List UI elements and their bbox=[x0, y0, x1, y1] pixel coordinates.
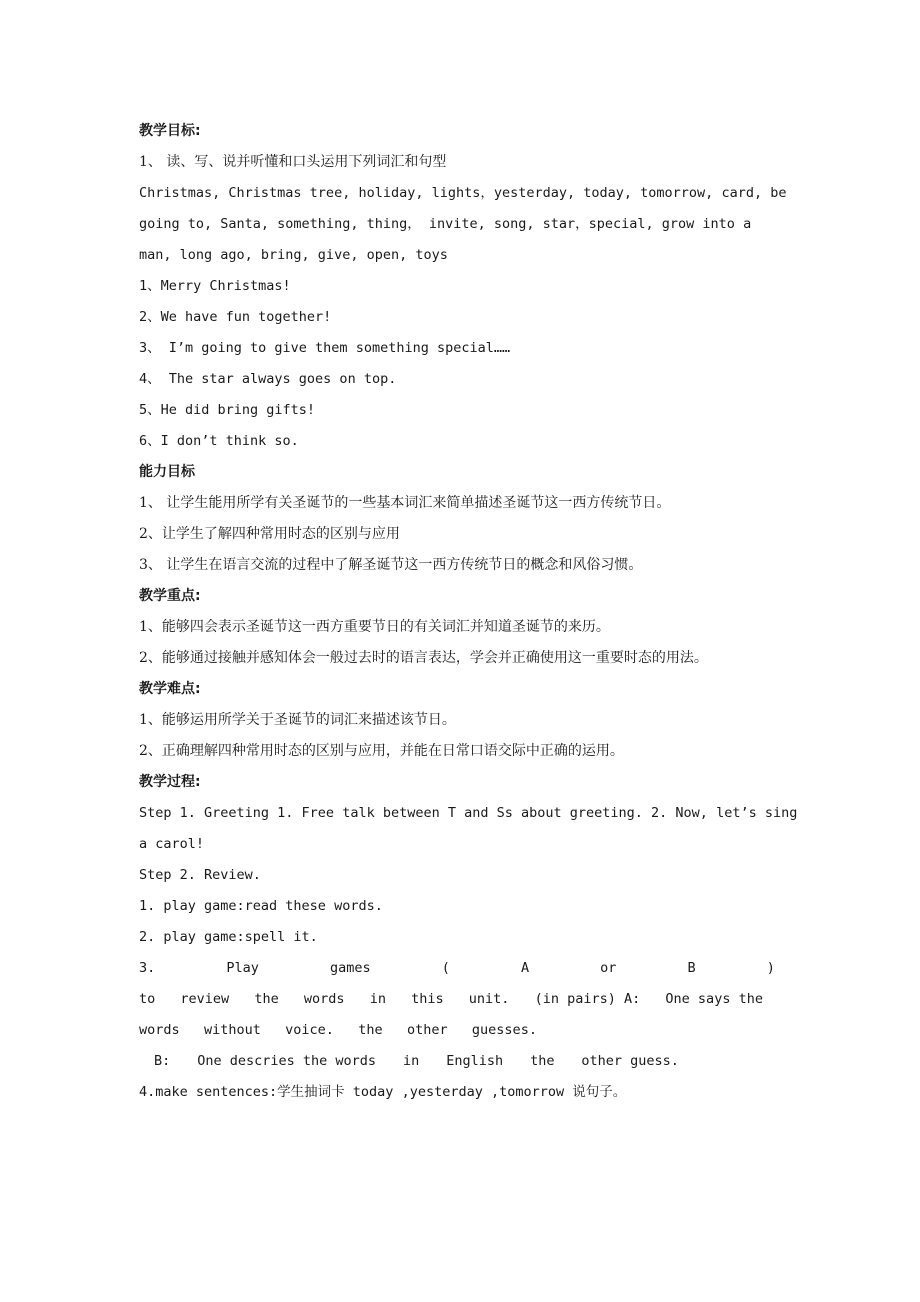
review-item-3-line-1 bbox=[139, 953, 775, 984]
step4-line: 4.make sentences:学生抽词卡 today ,yesterday ,tomorrow 说句子。 bbox=[139, 1084, 627, 1100]
review3-word: unit. bbox=[468, 991, 510, 1007]
review3-word: in bbox=[369, 991, 386, 1007]
difficulties-heading: 教学难点: bbox=[139, 681, 201, 697]
review3-part: games bbox=[329, 960, 371, 976]
sentence-3: 3、 I’m going to give them something special…… bbox=[139, 340, 511, 356]
ability-item-1: 1、 让学生能用所学有关圣诞节的一些基本词汇来简单描述圣诞节这一西方传统节日。 bbox=[139, 495, 671, 511]
key-point-2: 2、能够通过接触并感知体会一般过去时的语言表达，学会并正确使用这一重要时态的用法。 bbox=[139, 650, 708, 666]
review3-word: words bbox=[139, 1022, 180, 1038]
difficulty-1: 1、能够运用所学关于圣诞节的词汇来描述该节日。 bbox=[139, 712, 456, 728]
review-item-3-line-3 bbox=[139, 1015, 537, 1046]
review3-part: ) bbox=[766, 960, 775, 976]
review3-b-part: English bbox=[446, 1053, 504, 1069]
step2-line: Step 2. Review. bbox=[139, 867, 261, 883]
process-heading: 教学过程: bbox=[139, 774, 201, 790]
review3-part: ( bbox=[441, 960, 450, 976]
review3-word: One says the bbox=[665, 991, 763, 1007]
review3-b-part: other guess. bbox=[581, 1053, 679, 1069]
vocab-line-2: going to, Santa, something, thing， invite, song, star，special, grow into a bbox=[139, 216, 752, 232]
review3-word: the bbox=[254, 991, 279, 1007]
objectives-item-1: 1、 读、写、说并听懂和口头运用下列词汇和句型 bbox=[139, 154, 447, 170]
key-point-1: 1、能够四会表示圣诞节这一西方重要节日的有关词汇并知道圣诞节的来历。 bbox=[139, 619, 610, 635]
review3-part: A bbox=[520, 960, 530, 976]
review-item-3-line-b bbox=[139, 1046, 679, 1077]
lesson-plan-document bbox=[139, 116, 799, 1108]
vocab-line-3: man, long ago, bring, give, open, toys bbox=[139, 247, 448, 263]
difficulty-2: 2、正确理解四种常用时态的区别与应用，并能在日常口语交际中正确的运用。 bbox=[139, 743, 624, 759]
review3-word: guesses. bbox=[471, 1022, 537, 1038]
review3-b-part: in bbox=[402, 1053, 420, 1069]
review3-part: 3. bbox=[139, 960, 156, 976]
step1-line-2: a carol! bbox=[139, 836, 205, 852]
sentence-2: 2、We have fun together! bbox=[139, 309, 332, 325]
review3-b-part: B: bbox=[154, 1053, 171, 1069]
review3-word: other bbox=[406, 1022, 448, 1038]
review3-part: or bbox=[600, 960, 617, 976]
review3-word: voice. bbox=[285, 1022, 334, 1038]
review3-word: to bbox=[139, 991, 156, 1007]
review-item-1: 1. play game:read these words. bbox=[139, 898, 383, 914]
sentence-6: 6、I don’t think so. bbox=[139, 433, 299, 449]
review3-word: this bbox=[411, 991, 444, 1007]
key-points-heading: 教学重点: bbox=[139, 588, 201, 604]
sentence-1: 1、Merry Christmas! bbox=[139, 278, 291, 294]
review3-word: words bbox=[303, 991, 345, 1007]
ability-item-2: 2、让学生了解四种常用时态的区别与应用 bbox=[139, 526, 400, 542]
review3-part: B bbox=[687, 960, 696, 976]
objectives-heading: 教学目标: bbox=[139, 123, 201, 139]
review3-word: without bbox=[203, 1022, 261, 1038]
sentence-5: 5、He did bring gifts! bbox=[139, 402, 316, 418]
review3-b-part: One descries the words bbox=[197, 1053, 377, 1069]
ability-heading: 能力目标 bbox=[139, 464, 195, 480]
vocab-line-1: Christmas, Christmas tree, holiday, lights，yesterday, today, tomorrow, card, be bbox=[139, 185, 787, 201]
review3-word: review bbox=[180, 991, 230, 1007]
review3-part: Play bbox=[226, 960, 259, 976]
review3-word: the bbox=[358, 1022, 383, 1038]
ability-item-3: 3、 让学生在语言交流的过程中了解圣诞节这一西方传统节日的概念和风俗习惯。 bbox=[139, 557, 643, 573]
review3-word: (in pairs) A: bbox=[534, 991, 641, 1007]
review3-b-part: the bbox=[530, 1053, 555, 1069]
step1-line-1: Step 1. Greeting 1. Free talk between T and Ss about greeting. 2. Now, let’s sing bbox=[139, 805, 798, 821]
review-item-3-line-2 bbox=[139, 984, 763, 1015]
review-item-2: 2. play game:spell it. bbox=[139, 929, 318, 945]
sentence-4: 4、 The star always goes on top. bbox=[139, 371, 397, 387]
